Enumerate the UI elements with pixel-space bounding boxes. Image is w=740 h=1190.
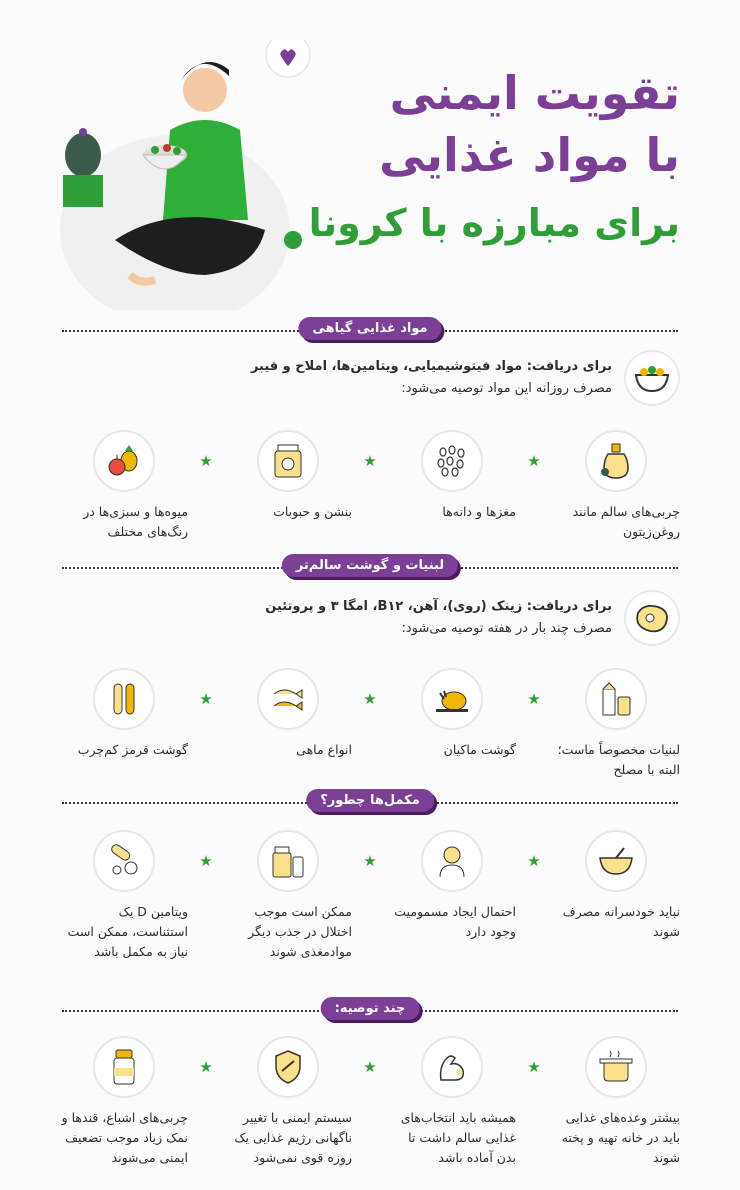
list-item — [60, 668, 188, 760]
section-3-items — [60, 830, 680, 962]
list-item — [388, 430, 516, 522]
star-icon: ★ — [199, 1058, 213, 1076]
item-label: چربی‌های سالم مانند روغن‌زیتون — [572, 504, 680, 539]
fish-icon — [257, 668, 319, 730]
list-item — [224, 1036, 352, 1168]
cactus-icon — [63, 128, 103, 207]
section-2-badge: لبنیات و گوشت سالم‌تر — [282, 554, 458, 577]
star-icon: ★ — [527, 852, 541, 870]
item-label: ویتامین D یک استثناست، ممکن است نیاز به مکمل باشد — [67, 904, 188, 959]
section-2-intro-line2: مصرف چند بار در هفته توصیه می‌شود: — [401, 621, 612, 636]
list-item — [60, 1036, 188, 1168]
list-item — [388, 668, 516, 760]
section-2-intro — [120, 590, 680, 646]
section-2-intro-line1: برای دریافت: زینک (روی)، آهن، B۱۲، امگا ۳ و پروتئین — [265, 599, 612, 614]
bowl-icon — [585, 830, 647, 892]
star-icon: ★ — [527, 1058, 541, 1076]
section-1-intro-line1: برای دریافت: مواد فیتوشیمیایی، ویتامین‌ها، املاح و فیبر — [250, 359, 612, 374]
item-label: لبنیات مخصوصاً ماست؛ البته با مصلح — [557, 742, 680, 777]
shield-icon — [257, 1036, 319, 1098]
list-item — [224, 830, 352, 962]
heart-speech-bubble-icon — [266, 40, 310, 77]
section-3-badge: مکمل‌ها چطور؟ — [306, 789, 434, 812]
star-icon: ★ — [363, 452, 377, 470]
salad-bowl-icon — [624, 350, 680, 406]
list-item — [60, 830, 188, 962]
muscle-arm-icon — [421, 1036, 483, 1098]
chicken-icon — [421, 668, 483, 730]
star-icon: ★ — [199, 852, 213, 870]
item-label: مغزها و دانه‌ها — [442, 504, 516, 519]
man-eating-salad-illustration — [55, 40, 315, 310]
section-4-badge: چند توصیه: — [321, 997, 420, 1020]
list-item — [388, 830, 516, 942]
cooking-pot-icon — [585, 1036, 647, 1098]
list-item — [224, 430, 352, 522]
star-icon: ★ — [363, 852, 377, 870]
list-item — [552, 1036, 680, 1168]
list-item — [552, 668, 680, 780]
legumes-jar-icon — [257, 430, 319, 492]
section-4-items — [60, 1036, 680, 1168]
title-line-2: با مواد غذایی — [379, 128, 680, 182]
olive-oil-icon — [585, 430, 647, 492]
list-item — [224, 668, 352, 760]
item-label: گوشت قرمز کم‌چرب — [77, 742, 188, 757]
item-label: انواع ماهی — [296, 742, 352, 757]
section-1-intro — [120, 350, 680, 406]
item-label: بیشتر وعده‌های غذایی باید در خانه تهیه و پخته شوند — [561, 1110, 680, 1165]
star-icon: ★ — [363, 690, 377, 708]
list-item — [552, 830, 680, 942]
dairy-icon — [585, 668, 647, 730]
star-icon: ★ — [527, 690, 541, 708]
item-label: گوشت ماکیان — [443, 742, 516, 757]
steak-icon — [624, 590, 680, 646]
item-label: میوه‌ها و سبزی‌ها در رنگ‌های مختلف — [83, 504, 188, 539]
sick-person-icon — [421, 830, 483, 892]
item-label: بنشن و حبوبات — [273, 504, 352, 519]
item-label: چربی‌های اشباع، قندها و نمک زیاد موجب تضعیف ایمنی می‌شوند — [61, 1110, 188, 1165]
item-label: نباید خودسرانه مصرف شوند — [562, 904, 680, 939]
fruits-icon — [93, 430, 155, 492]
section-1-items — [60, 430, 680, 542]
title-line-3: برای مبارزه با کرونا — [308, 201, 680, 245]
sausage-icon — [93, 668, 155, 730]
star-icon: ★ — [363, 1058, 377, 1076]
supplement-jar-icon — [257, 830, 319, 892]
star-icon: ★ — [527, 452, 541, 470]
title-block — [280, 62, 680, 254]
section-1-badge: مواد غذایی گیاهی — [298, 317, 441, 340]
star-icon: ★ — [199, 452, 213, 470]
list-item — [552, 430, 680, 542]
item-label: احتمال ایجاد مسمومیت وجود دارد — [394, 904, 516, 939]
list-item — [60, 430, 188, 542]
star-icon: ★ — [199, 690, 213, 708]
section-1-intro-line2: مصرف روزانه این مواد توصیه می‌شود: — [401, 381, 612, 396]
pills-icon — [93, 830, 155, 892]
title-line-1: تقویت ایمنی — [389, 66, 680, 120]
item-label: سیستم ایمنی با تغییر ناگهانی رژیم غذایی یک روزه قوی نمی‌شود — [234, 1110, 352, 1165]
salt-shaker-icon — [93, 1036, 155, 1098]
section-2-items — [60, 668, 680, 780]
list-item — [388, 1036, 516, 1168]
item-label: ممکن است موجب اختلال در جذب دیگر موادمغذی شوند — [248, 904, 352, 959]
item-label: همیشه باید انتخاب‌های غذایی سالم داشت تا بدن آماده باشد — [400, 1110, 516, 1165]
seeds-icon — [421, 430, 483, 492]
